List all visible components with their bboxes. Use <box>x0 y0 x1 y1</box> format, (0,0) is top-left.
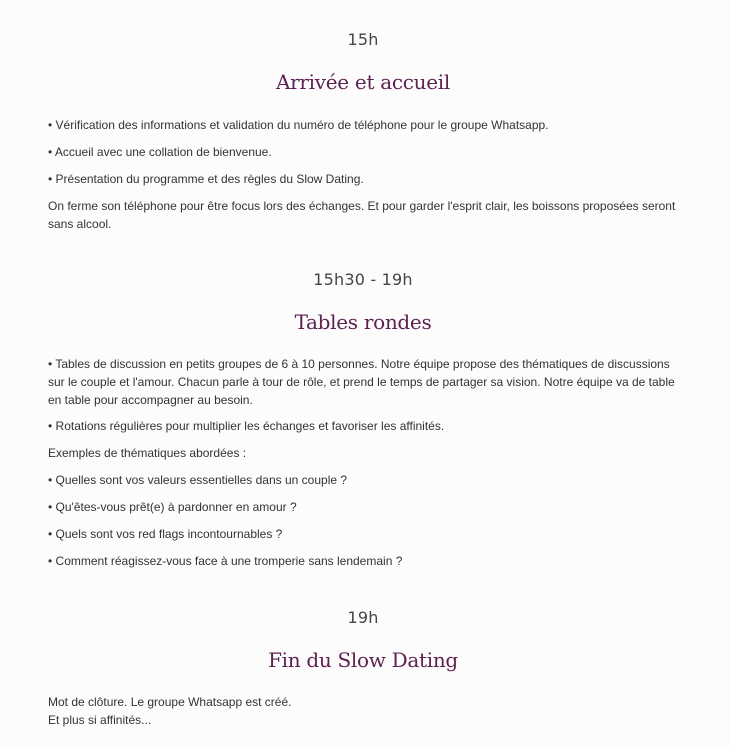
list-item: • Vérification des informations et validation du numéro de téléphone pour le groupe Whatsapp. <box>48 118 549 132</box>
closing-text: Mot de clôture. Le groupe Whatsapp est créé. <box>48 695 292 709</box>
list-item: • Quelles sont vos valeurs essentielles dans un couple ? <box>48 473 348 487</box>
list-item: • Présentation du programme et des règles du Slow Dating. <box>48 172 364 186</box>
list-item: • Accueil avec une collation de bienvenue. <box>48 145 272 159</box>
list-item: • Qu'êtes-vous prêt(e) à pardonner en amour ? <box>48 500 297 514</box>
section-note: On ferme son téléphone pour être focus lors des échanges. Et pour garder l'esprit clair, les boissons proposées seront sans alcool. <box>48 199 676 231</box>
closing-text: Et plus si affinités... <box>48 713 152 727</box>
section-time: 19h <box>347 608 379 627</box>
list-item: • Comment réagissez-vous face à une tromperie sans lendemain ? <box>48 554 403 568</box>
section-time: 15h30 - 19h <box>313 270 413 289</box>
list-item: • Quels sont vos red flags incontournables ? <box>48 527 283 541</box>
section-title: Fin du Slow Dating <box>268 648 458 672</box>
section-subheading: Exemples de thématiques abordées : <box>48 446 247 460</box>
section-time: 15h <box>347 30 379 49</box>
section-title: Tables rondes <box>294 310 432 334</box>
list-item: • Rotations régulières pour multiplier les échanges et favoriser les affinités. <box>48 419 445 433</box>
list-item: • Tables de discussion en petits groupes de 6 à 10 personnes. Notre équipe propose des thématiques de discussions sur le couple et l'amour. Chacun parle à tour de rôle, et prend le temps de partager sa vision. Notre équipe va de table en table pour accompagner au besoin. <box>48 357 675 407</box>
section-title: Arrivée et accueil <box>276 70 450 94</box>
